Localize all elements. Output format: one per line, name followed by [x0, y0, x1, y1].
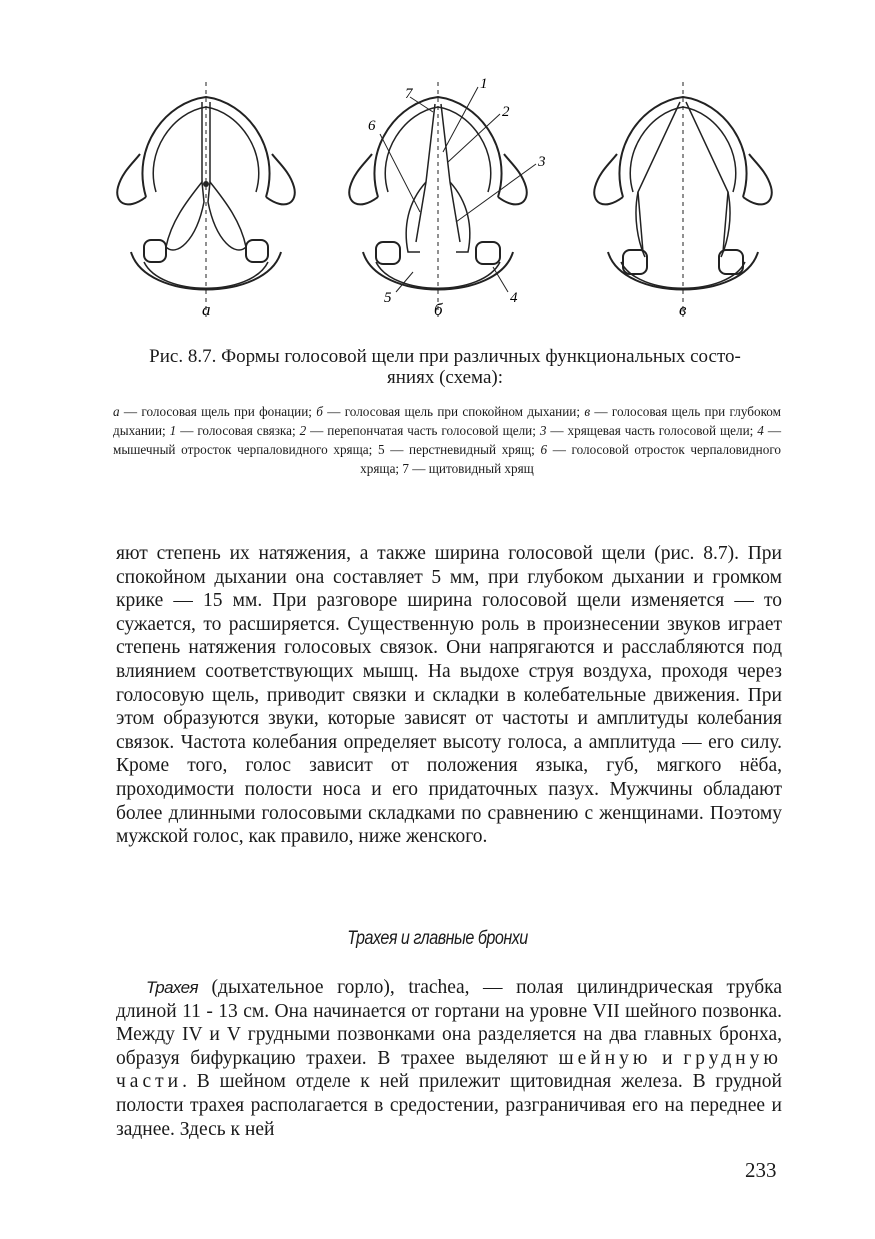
legend-key: а [113, 404, 120, 419]
panel-label-b: б [434, 300, 443, 319]
term-trachea: Трахея [146, 978, 198, 997]
legend-key: 6 [540, 442, 548, 457]
paragraph-2-conjunction: и [651, 1047, 684, 1069]
section-heading: Трахея и главные бронхи [347, 928, 528, 949]
legend-text: — перепончатая часть голосовой щели; [306, 423, 540, 438]
paragraph-2-text-end: . В шейном отделе к ней прилежит щитовидная железа. В грудной полости трахея располагается в средостении, разграничивая его на переднее и заднее. Здесь к ней [116, 1071, 782, 1140]
caption-line-2: яниях (схема): [387, 367, 503, 388]
callout-7: 7 [405, 86, 413, 102]
panel-label-a: а [202, 300, 211, 319]
legend-text: — голосовая щель при спокойном дыхании; [322, 404, 585, 419]
spaced-term-parts: части [116, 1071, 183, 1093]
panel-a-phonation [117, 82, 295, 317]
spaced-term-thoracic: грудную [683, 1047, 782, 1069]
legend-key: 1 [169, 423, 177, 438]
legend-key: 4 [757, 423, 764, 438]
legend-key: 7 [402, 461, 409, 476]
legend-key: б [316, 404, 323, 419]
legend-key: 3 [539, 423, 547, 438]
figure-caption [100, 346, 790, 388]
spaced-term-cervical: шейную [558, 1047, 652, 1069]
legend-key: в [584, 404, 591, 419]
panel-label-c: в [679, 300, 687, 319]
legend-text: — щитовидный хрящ [408, 461, 534, 476]
legend-text: — голосовая щель при глубоком дыхании; [113, 404, 781, 438]
panel-b-quiet-breathing [349, 76, 545, 317]
legend-key: 2 [299, 423, 307, 438]
panel-c-deep-breathing [594, 82, 772, 317]
glottis-diagram [108, 72, 788, 327]
figure-glottis-forms [108, 72, 788, 327]
legend-text: — голосовой отросток черпаловидного хряща; [360, 442, 781, 476]
legend-key: 5 [377, 442, 385, 457]
callout-3: 3 [538, 154, 546, 170]
callout-4: 4 [510, 290, 518, 306]
legend-text: — перстневидный хрящ; [384, 442, 541, 457]
legend-text: — голосовая щель при фонации; [119, 404, 317, 419]
paragraph-2-text: (дыхательное горло), trachea, — полая цилиндрическая трубка длиной 11 - 13 см. Она начинается от гортани на уровне VII шейного позвонка. Между IV и V грудными позвонками она разделяется на два главных бронха, образуя бифуркацию трахеи. В трахее выделяют [116, 977, 782, 1069]
caption-line-1: Рис. 8.7. Формы голосовой щели при различных функциональных состо- [149, 346, 741, 367]
legend-text: — хрящевая часть голосовой щели; [546, 423, 758, 438]
figure-legend [113, 402, 781, 478]
callout-2: 2 [502, 104, 510, 120]
body-paragraph-2 [116, 976, 782, 1141]
callout-6: 6 [368, 118, 376, 134]
body-paragraph-1: яют степень их натяжения, а также ширина голосовой щели (рис. 8.7). При спокойном дыхании она составляет 5 мм, при глубоком дыхании и громком крике — 15 мм. При разговоре ширина голосовой щели изменяется — то сужается, то расширяется. Существенную роль в произнесении звуков играет степень натяжения голосовых связок. Они напрягаются и расслабляются под влиянием соответствующих мышц. На выдохе струя воздуха, проходя через голосовую щель, приводит связки и складки в колебательные движения. При этом образуются звуки, которые зависят от частоты и амплитуды колебания связок. Частота колебания определяет высоту голоса, а амплитуда — его силу. Кроме того, голос зависит от положения языка, губ, мягкого нёба, проходимости полости носа и его придаточных пазух. Мужчины обладают более длинными голосовыми складками по сравнению с женщинами. Поэтому мужской голос, как правило, ниже женского. [116, 543, 782, 848]
callout-5: 5 [384, 290, 392, 306]
page-number: 233 [745, 1158, 777, 1182]
callout-1: 1 [480, 76, 488, 92]
legend-text: — голосовая связка; [176, 423, 300, 438]
legend-text: — мышечный отросток черпаловидного хряща; [113, 423, 782, 457]
